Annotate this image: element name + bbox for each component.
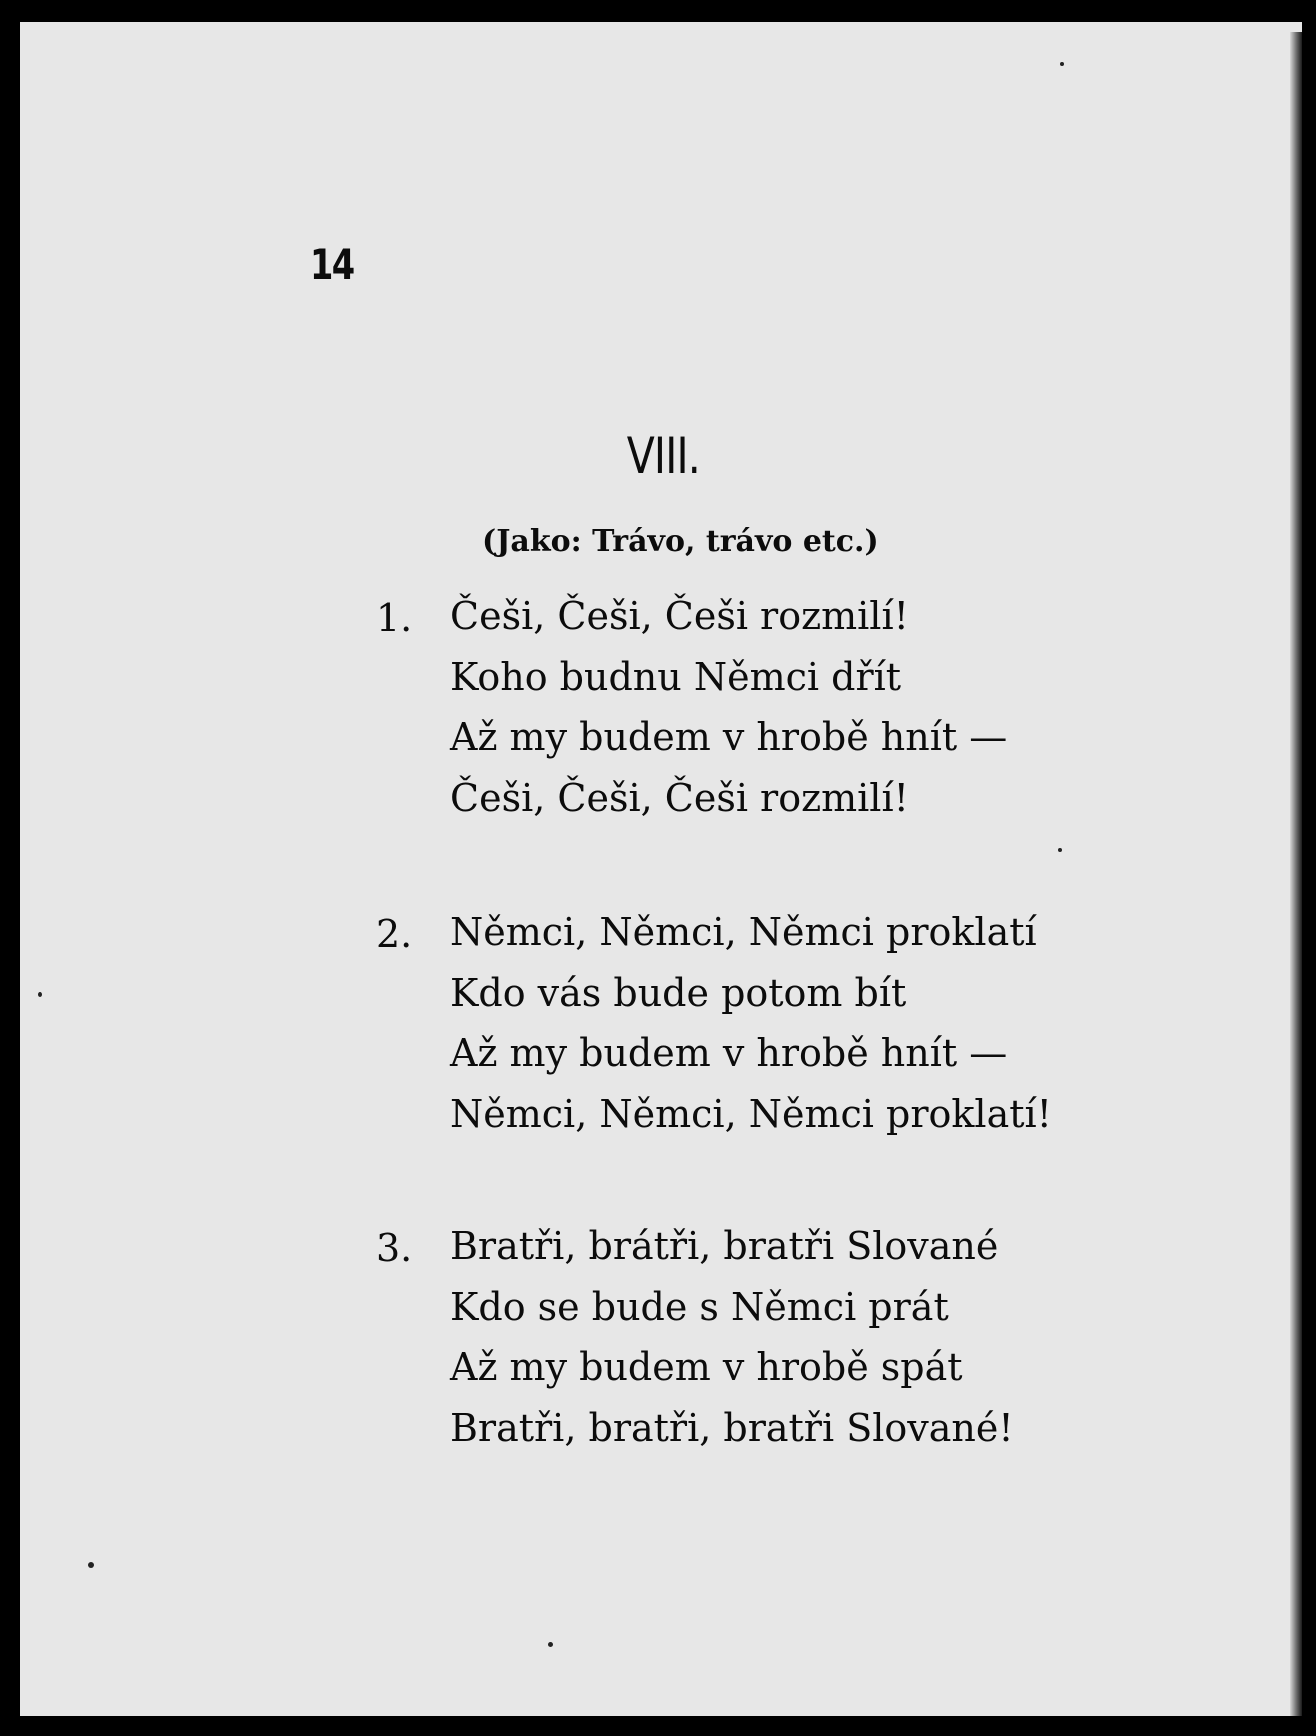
verse-line: Až my budem v hrobě hnít —: [450, 715, 1008, 759]
verse-line: Až my budem v hrobě spát: [450, 1345, 963, 1389]
verse-line: Kdo se bude s Němci prát: [450, 1284, 949, 1329]
stanza-number: 1.: [376, 596, 413, 640]
verse-line: Češi, Češi, Češi rozmilí!: [450, 775, 909, 820]
ink-speck: [88, 1562, 94, 1568]
verse-line: Až my budem v hrobě hnít —: [450, 1031, 1008, 1075]
page-number: 14: [310, 240, 354, 289]
stanza-number: 2.: [376, 912, 413, 956]
song-title: VIII.: [626, 427, 700, 485]
page-edge-shadow: [1290, 32, 1302, 1716]
verse-line: Bratři, brátři, bratři Slované: [450, 1224, 999, 1268]
stanza-lines: [450, 1226, 1014, 1458]
ink-speck: [38, 992, 42, 997]
book-page: [20, 22, 1302, 1716]
stanza-number: 3.: [376, 1226, 413, 1270]
stanza-lines: [450, 912, 1052, 1144]
verse-line: Češi, Češi, Češi rozmilí!: [450, 594, 909, 638]
verse-line: Němci, Němci, Němci proklatí: [450, 910, 1037, 954]
ink-speck: [1060, 62, 1064, 66]
verse-line: Koho budnu Němci dřít: [450, 654, 902, 699]
verse-line: Němci, Němci, Němci proklatí!: [450, 1091, 1052, 1136]
stanza-lines: [450, 596, 1007, 828]
verse-line: Bratři, bratři, bratři Slované!: [450, 1405, 1014, 1450]
verse-line: Kdo vás bude potom bít: [450, 970, 907, 1015]
ink-speck: [1058, 848, 1062, 852]
ink-speck: [548, 1642, 553, 1647]
tune-note: (Jako: Trávo, trávo etc.): [482, 524, 879, 559]
